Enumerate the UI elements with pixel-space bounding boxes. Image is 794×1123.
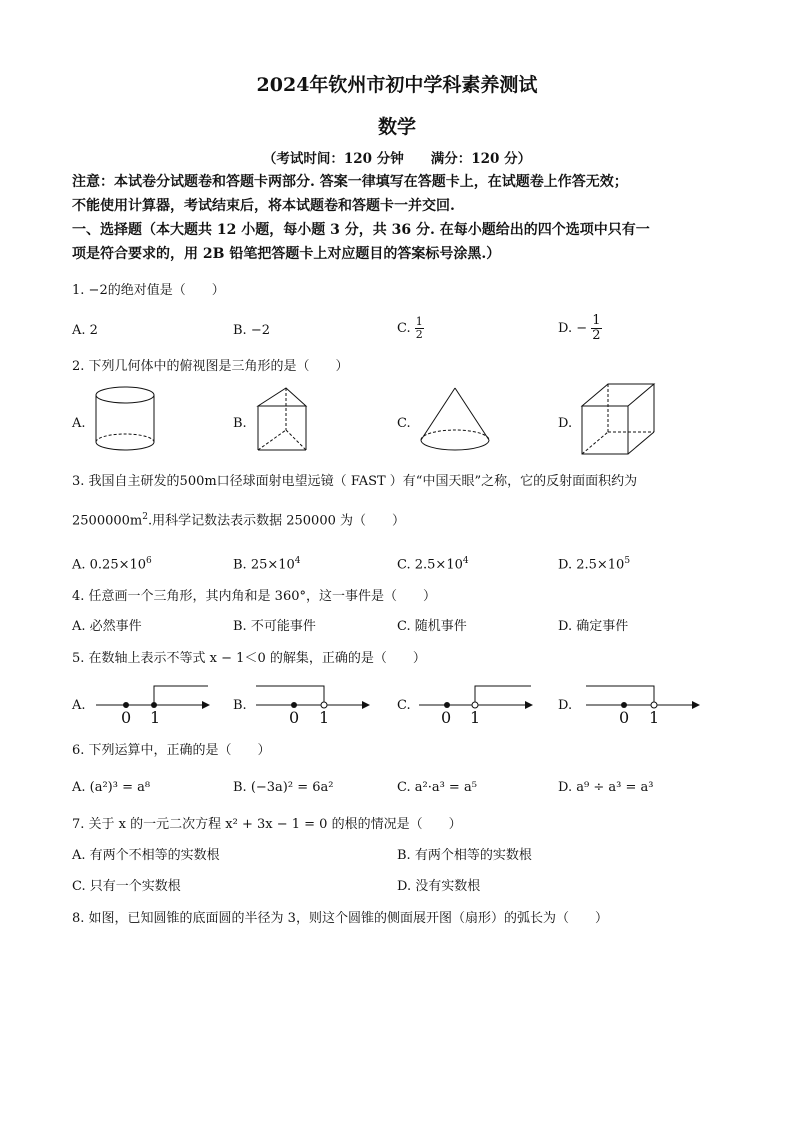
notice-line-2: 不能使用计算器，考试结束后，将本试题卷和答题卡一并交回.: [72, 198, 455, 214]
q4-option-c: C. 随机事件: [397, 619, 467, 634]
q1-option-b: B. −2: [233, 323, 270, 338]
q4-option-d: D. 确定事件: [558, 619, 629, 634]
q2-option-b: B.: [233, 416, 247, 431]
number-line-b: [252, 680, 377, 728]
notice-line-1: 注意：本试卷分试题卷和答题卡两部分. 答案一律填写在答题卡上，在试题卷上作答无效；: [72, 174, 628, 190]
q4-option-b: B. 不可能事件: [233, 619, 316, 634]
question-3-line-2: $2500000m^2$.用科学记数法表示数据 250000 为（ ）: [72, 512, 405, 529]
question-5: 5. 在数轴上表示不等式 x − 1＜0 的解集，正确的是（ ）: [72, 651, 426, 666]
q3-option-c: C. $2.5\times 10^4$: [397, 556, 469, 573]
axis-label-0: 0: [441, 708, 452, 727]
question-1: 1. −2的绝对值是（ ）: [72, 283, 225, 298]
q4-option-a: A. 必然事件: [72, 619, 142, 634]
q2-option-a: A.: [72, 416, 86, 431]
section-1-line-2: 项是符合要求的，用 2B 铅笔把答题卡上对应题目的答案标号涂黑.）: [72, 246, 501, 262]
section-1-line-1: 一、选择题（本大题共 12 小题，每小题 3 分，共 36 分. 在每小题给出的四个选项中只有一: [72, 222, 650, 238]
q3-option-d: D. $2.5\times 10^5$: [558, 556, 631, 573]
q2-option-d: D.: [558, 416, 573, 431]
page-title: 2024年钦州市初中学科素养测试: [256, 74, 538, 96]
cylinder-figure: [90, 384, 160, 456]
axis-label-0: 0: [121, 708, 132, 727]
axis-label-0: 0: [619, 708, 630, 727]
q7-option-b: B. 有两个相等的实数根: [397, 848, 532, 863]
q1-option-a: A. 2: [72, 323, 98, 338]
axis-label-1: 1: [649, 708, 660, 727]
question-6: 6. 下列运算中，正确的是（ ）: [72, 743, 271, 758]
q6-option-d: D. a⁹ ÷ a³ = a³: [558, 780, 654, 795]
q5-option-c: C.: [397, 698, 411, 713]
q7-option-a: A. 有两个不相等的实数根: [72, 848, 220, 863]
q3-option-a: A. $0.25\times 10^6$: [72, 556, 152, 573]
q2-option-c: C.: [397, 416, 411, 431]
q3-option-b: B. $25\times 10^4$: [233, 556, 301, 573]
q6-option-b: B. (−3a)² = 6a²: [233, 780, 334, 795]
q7-option-d: D. 没有实数根: [397, 879, 481, 894]
axis-label-1: 1: [319, 708, 330, 727]
q1-option-c: C. $\frac{1}{2}$: [397, 315, 423, 341]
q5-option-b: B.: [233, 698, 247, 713]
question-7: 7. 关于 x 的一元二次方程 x² + 3x − 1 = 0 的根的情况是（ ）: [72, 817, 462, 832]
question-4: 4. 任意画一个三角形，其内角和是 360°，这一事件是（ ）: [72, 589, 436, 604]
q1-option-d: D. − $\frac{1}{2}$: [558, 313, 601, 343]
number-line-d: [582, 680, 707, 728]
q5-option-d: D.: [558, 698, 573, 713]
question-3: 3. 我国自主研发的500m口径球面射电望远镜（ FAST ）有“中国天眼”之称，它的反射面面积约为: [72, 474, 638, 489]
axis-label-1: 1: [150, 708, 161, 727]
q6-option-a: A. (a²)³ = a⁸: [72, 780, 151, 795]
cone-figure: [415, 384, 495, 456]
question-8: 8. 如图，已知圆锥的底面圆的半径为 3，则这个圆锥的侧面展开图（扇形）的弧长为（ ）: [72, 911, 608, 926]
subject-title: 数学: [377, 116, 416, 138]
exam-info: （考试时间：120 分钟 满分：120 分）: [262, 151, 532, 167]
cuboid-figure: [578, 380, 658, 460]
fraction: $\frac{1}{2}$: [592, 313, 601, 343]
axis-label-1: 1: [470, 708, 481, 727]
question-2: 2. 下列几何体中的俯视图是三角形的是（ ）: [72, 359, 349, 374]
axis-label-0: 0: [289, 708, 300, 727]
q7-option-c: C. 只有一个实数根: [72, 879, 181, 894]
triangular-prism-figure: [250, 384, 325, 456]
fraction: $\frac{1}{2}$: [415, 315, 423, 341]
q5-option-a: A.: [72, 698, 86, 713]
q6-option-c: C. a²·a³ = a⁵: [397, 780, 477, 795]
